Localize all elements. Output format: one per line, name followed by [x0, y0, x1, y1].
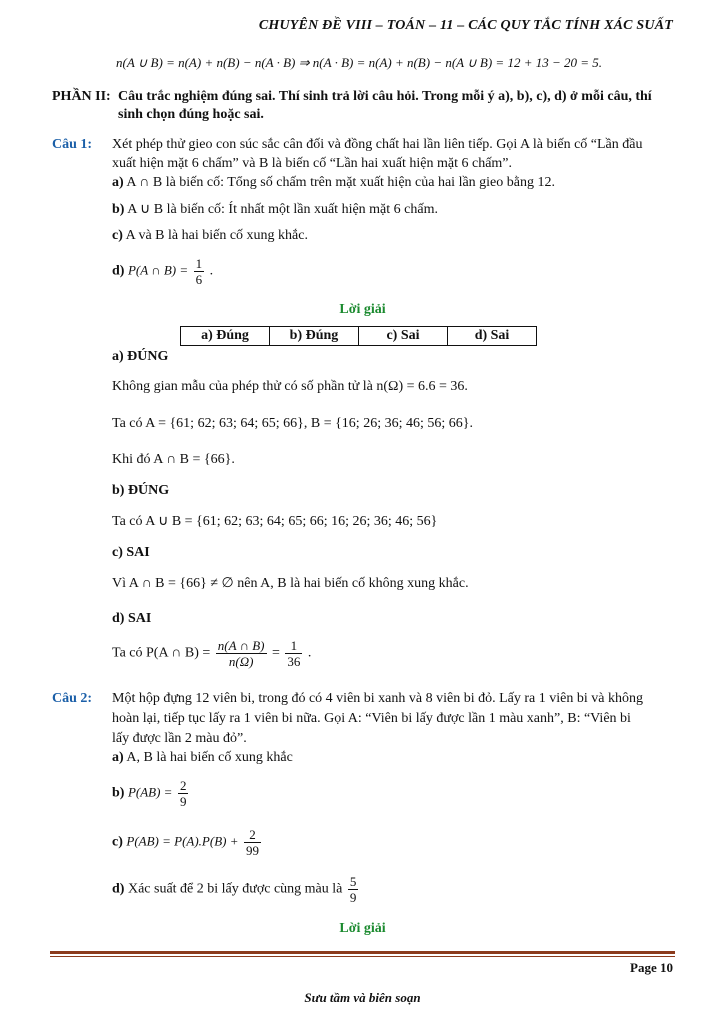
q2-a-label: a): [112, 750, 124, 765]
q1-option-a: [112, 174, 555, 191]
q2-d-label: d): [112, 881, 125, 897]
q2-option-d: [112, 874, 360, 905]
q1-stem-line1: Xét phép thử gieo con súc sắc cân đối và đồng chất hai lần liên tiếp. Gọi A là biến cố “Lần đầu: [112, 137, 643, 152]
answer-d: d) Sai: [448, 327, 537, 346]
q2-d-fraction: [348, 874, 359, 905]
part2-line2: sinh chọn đúng hoặc sai.: [118, 107, 264, 122]
answer-a: a) Đúng: [181, 327, 270, 346]
q1-sol-a-line1: Không gian mẫu của phép thử có số phần tử là n(Ω) = 6.6 = 36.: [112, 379, 468, 394]
q2-b-label: b): [112, 785, 125, 801]
q1-solution-title: Lời giải: [339, 302, 386, 317]
q2-b-numerator: 2: [179, 778, 187, 793]
q1-sol-d-den2: 36: [287, 654, 301, 669]
q1-sol-d-fraction2: [285, 638, 302, 669]
q1-sol-d-pre: Ta có P(A ∩ B) =: [112, 645, 211, 661]
q2-b-denominator: 9: [179, 794, 187, 809]
q2-stem-line1: Một hộp đựng 12 viên bi, trong đó có 4 viên bi xanh và 8 viên bi đỏ. Lấy ra 1 viên bi và không: [112, 691, 643, 706]
q1-sol-c-heading: c) SAI: [112, 545, 150, 560]
q1-answer-table: [180, 326, 537, 346]
q1-sol-d-num2: 1: [285, 638, 302, 654]
answer-row: [181, 327, 537, 346]
q1-sol-a-line2: Ta có A = {61; 62; 63; 64; 65; 66}, B = {16; 26; 36; 46; 56; 66}.: [112, 416, 473, 431]
part2-line1: Câu trắc nghiệm đúng sai. Thí sinh trả lời câu hỏi. Trong mỗi ý a), b), c), d) ở mỗi câu, thí: [118, 89, 652, 104]
q2-c-denominator: 99: [246, 843, 259, 858]
q1-d-fraction: [194, 256, 205, 287]
q1-c-text: A và B là hai biến cố xung khắc.: [125, 228, 308, 243]
q1-sol-b-line1: Ta có A ∪ B = {61; 62; 63; 64; 65; 66; 16; 26; 36; 46; 56}: [112, 514, 438, 529]
q1-d-label: d): [112, 263, 125, 279]
footer-rule-thick: [50, 951, 675, 954]
q2-a-text: A, B là hai biến cố xung khắc: [126, 750, 293, 765]
q1-sol-b-heading: b) ĐÚNG: [112, 483, 170, 498]
q1-sol-d-fraction1: [216, 638, 267, 669]
q1-option-b: [112, 201, 438, 218]
q1-option-c: [112, 227, 308, 244]
footer-credit: Sưu tầm và biên soạn: [304, 990, 421, 1005]
q2-d-denominator: 9: [349, 890, 357, 905]
q1-sol-d-num1: n(A ∩ B): [217, 638, 265, 653]
q2-d-text: Xác suất để 2 bi lấy được cùng màu là: [127, 881, 343, 897]
q2-c-fraction: [244, 827, 261, 858]
q1-b-label: b): [112, 202, 125, 217]
q1-b-text: A ∪ B là biến cố: Ít nhất một lần xuất hiện mặt 6 chấm.: [127, 202, 438, 217]
q1-sol-a-line3: Khi đó A ∩ B = {66}.: [112, 452, 235, 467]
q1-sol-d-line1: [112, 638, 311, 669]
answer-b: b) Đúng: [270, 327, 359, 346]
q2-c-numerator: 2: [244, 827, 261, 843]
q1-sol-d-den1: n(Ω): [228, 654, 254, 669]
q1-d-denominator: 6: [195, 272, 203, 287]
page-number: Page 10: [630, 960, 673, 975]
q1-label: Câu 1:: [52, 137, 93, 152]
top-formula: n(A ∪ B) = n(A) + n(B) − n(A · B) ⇒ n(A · B) = n(A) + n(B) − n(A ∪ B) = 12 + 13 − 20 = 5.: [116, 55, 603, 70]
q1-sol-d-heading: d) SAI: [112, 611, 152, 626]
q1-sol-c-line1: Vì A ∩ B = {66} ≠ ∅ nên A, B là hai biến cố không xung khắc.: [112, 576, 469, 591]
q1-sol-a-heading: a) ĐÚNG: [112, 349, 169, 364]
answer-c: c) Sai: [359, 327, 448, 346]
q1-sol-d-end: .: [307, 645, 312, 661]
q1-a-text: A ∩ B là biến cố: Tổng số chấm trên mặt xuất hiện của hai lần gieo bằng 12.: [126, 175, 555, 190]
q2-d-numerator: 5: [349, 874, 357, 889]
q2-b-lhs: P(AB) =: [127, 784, 173, 800]
q1-c-label: c): [112, 228, 123, 243]
q2-option-b: [112, 778, 190, 809]
page-header: CHUYÊN ĐỀ VIII – TOÁN – 11 – CÁC QUY TẮC TÍNH XÁC SUẤT: [258, 18, 673, 33]
q2-stem-line2: hoàn lại, tiếp tục lấy ra 1 viên bi nữa. Gọi A: “Viên bi lấy được lần 1 màu xanh”, B: “Viên bi: [112, 711, 631, 726]
q2-c-lhs: P(AB) = P(A).P(B) +: [126, 833, 239, 849]
q2-solution-title: Lời giải: [339, 921, 386, 936]
q1-sol-d-eq: =: [272, 645, 280, 661]
q2-b-fraction: [178, 778, 189, 809]
footer-rule-thin: [50, 956, 675, 957]
q2-label: Câu 2:: [52, 691, 93, 706]
q2-stem-line3: lấy được lần 2 màu đỏ”.: [112, 731, 247, 746]
q2-c-label: c): [112, 834, 123, 850]
q1-stem-line2: xuất hiện mặt 6 chấm” và B là biến cố “Lần hai xuất hiện mặt 6 chấm”.: [112, 156, 513, 171]
q2-option-c: [112, 827, 263, 858]
q1-d-lhs: P(A ∩ B) =: [127, 262, 189, 278]
q1-d-numerator: 1: [195, 256, 203, 271]
q1-a-label: a): [112, 175, 124, 190]
part2-label: PHẦN II:: [52, 89, 111, 104]
q1-option-d: [112, 256, 213, 287]
q2-option-a: [112, 749, 293, 766]
q1-d-end: .: [209, 263, 214, 279]
